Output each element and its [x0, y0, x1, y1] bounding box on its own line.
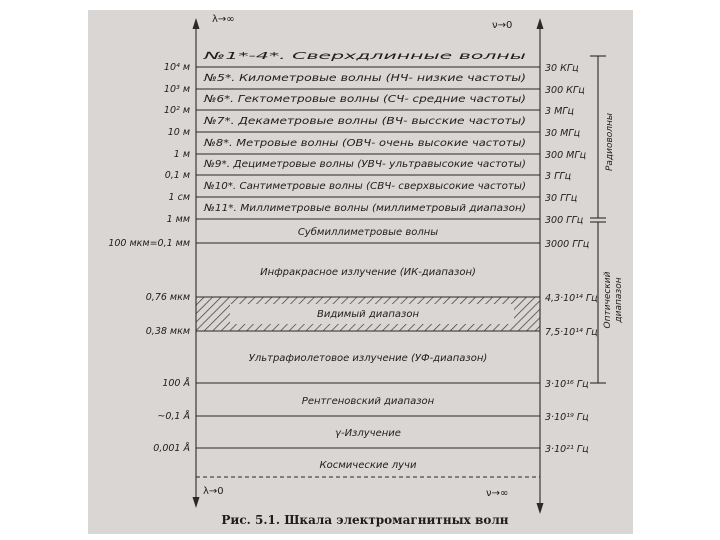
optical-range-label-2: диапазон — [614, 277, 624, 323]
band-label: №1*-4*. Сверхдлинные волны — [201, 51, 527, 62]
frequency-label: 3000 ГГц — [545, 239, 590, 250]
frequency-label: 30 ГГц — [545, 193, 578, 204]
frequency-label: 30 МГц — [545, 128, 581, 139]
band-label: №11*. Миллиметровые волны (миллиметровый диапазон) — [202, 203, 527, 214]
band-label: №7*. Декаметровые волны (ВЧ- высские частоты) — [202, 116, 527, 127]
frequency-label: 300 КГц — [545, 85, 585, 96]
band-label: Ультрафиолетовое излучение (УФ-диапазон) — [248, 353, 488, 364]
lambda-infinity-label: λ→∞ — [212, 14, 235, 25]
nu-infinity-label: ν→∞ — [486, 488, 509, 499]
band-label: №6*. Гектометровые волны (СЧ- средние частоты) — [202, 94, 526, 105]
frequency-label: 3·10¹⁶ Гц — [545, 379, 589, 390]
frequency-label: 7,5·10¹⁴ Гц — [545, 327, 598, 338]
right-axis-arrow-down — [537, 503, 544, 514]
figure-caption: Рис. 5.1. Шкала электромагнитных волн — [221, 513, 509, 527]
wavelength-label: 1 м — [173, 149, 190, 160]
scale-rows — [108, 51, 597, 471]
wavelength-label: 10 м — [167, 127, 190, 138]
wavelength-label: 10² м — [163, 105, 190, 116]
band-label: γ-Излучение — [335, 428, 401, 439]
band-label: №8*. Метровые волны (ОВЧ- очень высокие частоты) — [202, 138, 526, 149]
left-axis-arrow-down — [193, 497, 200, 508]
wavelength-label: 100 Å — [162, 378, 190, 389]
band-label: №5*. Километровые волны (НЧ- низкие частоты) — [202, 73, 526, 84]
band-label: Космические лучи — [319, 460, 417, 471]
frequency-label: 3 ГГц — [545, 171, 572, 182]
wavelength-label: 1 мм — [166, 214, 190, 225]
frequency-label: 4,3·10¹⁴ Гц — [545, 293, 598, 304]
wavelength-label: 0,001 Å — [153, 443, 190, 454]
frequency-label: 300 МГц — [545, 150, 587, 161]
wavelength-label: 0,1 м — [164, 170, 190, 181]
nu-zero-label: ν→0 — [492, 20, 513, 31]
wavelength-label: 0,38 мкм — [145, 326, 190, 337]
wavelength-label: 100 мкм=0,1 мм — [108, 238, 190, 249]
wavelength-label: ~0,1 Å — [157, 411, 190, 422]
band-label: №10*. Сантиметровые волны (СВЧ- сверхвысокие частоты) — [202, 181, 527, 192]
frequency-label: 3·10²¹ Гц — [545, 444, 589, 455]
frequency-label: 3 МГц — [545, 106, 575, 117]
frequency-label: 3·10¹⁹ Гц — [545, 412, 589, 423]
band-label: Рентгеновский диапазон — [301, 396, 435, 407]
right-axis-arrow-up — [537, 18, 544, 29]
lambda-zero-label: λ→0 — [203, 486, 224, 497]
left-axis-arrow-up — [193, 18, 200, 29]
frequency-label: 30 КГц — [545, 63, 579, 74]
frequency-label: 300 ГГц — [545, 215, 584, 226]
wavelength-label: 1 см — [168, 192, 190, 203]
band-label: №9*. Дециметровые волны (УВЧ- ультравысокие частоты) — [202, 159, 527, 170]
wavelength-label: 0,76 мкм — [145, 292, 190, 303]
optical-range-label-1: Оптический — [603, 271, 613, 329]
band-label: Видимый диапазон — [316, 309, 420, 320]
band-label: Инфракрасное излучение (ИК-диапазон) — [260, 267, 476, 278]
band-label: Субмиллиметровые волны — [297, 227, 439, 238]
wavelength-label: 10⁴ м — [163, 62, 190, 73]
radio-waves-label: Радиоволны — [605, 112, 615, 172]
wavelength-label: 10³ м — [163, 84, 190, 95]
